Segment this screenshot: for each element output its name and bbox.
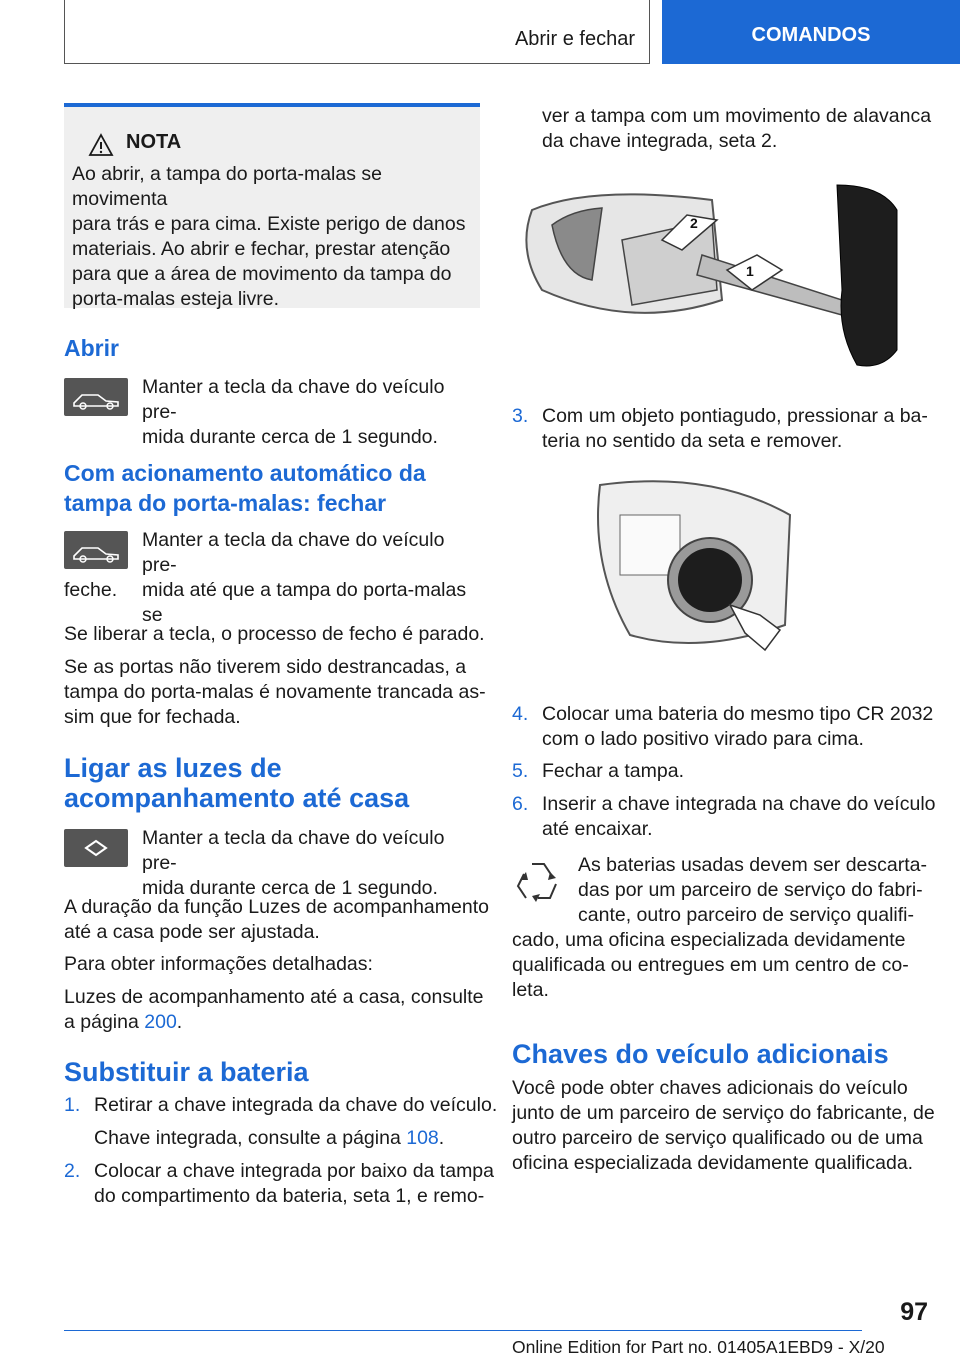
step-line: teria no sentido da seta e remover.	[542, 430, 843, 452]
luzes-key-text	[142, 826, 482, 901]
abrir-text	[142, 375, 482, 450]
footer-edition: Online Edition for Part no. 01405A1EBD9 - X/20	[512, 1337, 885, 1357]
adicionais-text	[512, 1076, 935, 1176]
fechar-line: Manter a tecla da chave do veículo pre-	[142, 529, 445, 576]
recycle-line: qualificada ou entregues em um centro de co-	[512, 954, 909, 976]
step-line: Inserir a chave integrada na chave do veículo	[542, 793, 936, 815]
heading-fechar-line: tampa do porta-malas: fechar	[64, 490, 387, 516]
step-number: 3.	[512, 405, 529, 427]
fechar-line: Se as portas não tiverem sido destrancadas, a	[64, 656, 467, 678]
recycle-icon	[512, 858, 564, 908]
fechar-paragraph	[64, 655, 486, 730]
step-line: Colocar uma bateria do mesmo tipo CR 2032	[542, 703, 934, 725]
light-key-icon	[64, 829, 128, 867]
fechar-line: mida até que a tampa do porta-malas se	[142, 579, 467, 626]
battery-compartment-illustration	[590, 475, 815, 675]
heading-adicionais: Chaves do veículo adicionais	[512, 1039, 889, 1069]
step-line: com o lado positivo virado para cima.	[542, 728, 864, 750]
note-line: para trás e para cima. Existe perigo de danos	[72, 213, 466, 235]
heading-luzes-line: Ligar as luzes de	[64, 753, 282, 783]
step-text-part: .	[438, 1127, 445, 1149]
recycle-line: leta.	[512, 979, 549, 1001]
heading-abrir: Abrir	[64, 335, 119, 361]
note-line: materiais. Ao abrir e fechar, prestar atenção	[72, 238, 451, 260]
step-line: até encaixar.	[542, 818, 653, 840]
luzes-paragraph: Para obter informações detalhadas:	[64, 953, 373, 975]
luzes-line: até a casa pode ser ajustada.	[64, 921, 320, 943]
warning-icon	[88, 133, 114, 157]
step-line: Colocar a chave integrada por baixo da tampa	[94, 1160, 494, 1182]
recycle-text	[578, 853, 928, 928]
recycle-line: As baterias usadas devem ser descarta-	[578, 854, 928, 876]
step-text	[94, 1126, 444, 1151]
adicionais-line: oficina especializada devidamente qualificada.	[512, 1152, 914, 1174]
adicionais-line: outro parceiro de serviço qualificado ou de uma	[512, 1127, 923, 1149]
trunk-key-icon	[64, 378, 128, 416]
luzes-paragraph	[64, 895, 489, 945]
note-title: NOTA	[126, 131, 182, 153]
step-line: ver a tampa com um movimento de alavanca	[542, 105, 932, 127]
fechar-line: tampa do porta-malas é novamente trancada as-	[64, 681, 486, 703]
step-number: 1.	[64, 1094, 81, 1116]
heading-bateria: Substituir a bateria	[64, 1057, 309, 1087]
abrir-line: mida durante cerca de 1 segundo.	[142, 426, 438, 448]
header-section-title: Abrir e fechar	[514, 28, 635, 50]
page-link-108[interactable]: 108	[406, 1127, 439, 1149]
luzes-line: A duração da função Luzes de acompanhamento	[64, 896, 489, 918]
note-box	[64, 103, 480, 308]
recycle-line: cante, outro parceiro de serviço qualifi-	[578, 904, 915, 926]
step-number: 4.	[512, 703, 529, 725]
note-line: para que a área de movimento da tampa do	[72, 263, 452, 285]
step-text	[542, 702, 933, 752]
integrated-key-illustration	[512, 180, 912, 380]
luzes-text: a página	[64, 1011, 145, 1033]
heading-fechar-line: Com acionamento automático da	[64, 460, 426, 486]
fechar-paragraph: Se liberar a tecla, o processo de fecho é parado.	[64, 623, 485, 645]
luzes-line: mida durante cerca de 1 segundo.	[142, 877, 438, 899]
arrow-2-label: 2	[690, 215, 698, 231]
luzes-paragraph	[64, 985, 484, 1035]
fechar-key-text	[142, 528, 482, 628]
heading-luzes-line: acompanhamento até casa	[64, 783, 410, 813]
recycle-text	[512, 928, 909, 1003]
arrow-1-label: 1	[746, 263, 754, 279]
luzes-line	[64, 1010, 484, 1035]
step-text-part: Chave integrada, consulte a página	[94, 1127, 407, 1149]
adicionais-line: junto de um parceiro de serviço do fabricante, de	[512, 1102, 935, 1124]
note-line: porta-malas esteja livre.	[72, 288, 279, 310]
step-text: Fechar a tampa.	[542, 760, 684, 782]
page-link-200[interactable]: 200	[144, 1011, 177, 1033]
recycle-line: das por um parceiro de serviço do fabri-	[578, 879, 923, 901]
adicionais-line: Você pode obter chaves adicionais do veículo	[512, 1077, 908, 1099]
step-text: Retirar a chave integrada da chave do veículo.	[94, 1094, 498, 1116]
heading-luzes	[64, 753, 409, 813]
header-tab-comandos[interactable]: COMANDOS	[662, 0, 960, 64]
fechar-line: sim que for fechada.	[64, 706, 241, 728]
luzes-text: .	[176, 1011, 183, 1033]
luzes-line: Luzes de acompanhamento até a casa, consulte	[64, 986, 484, 1008]
luzes-line: Manter a tecla da chave do veículo pre-	[142, 827, 445, 874]
step-line: da chave integrada, seta 2.	[542, 130, 778, 152]
note-line: Ao abrir, a tampa do porta-malas se movimenta	[72, 163, 382, 210]
step-number: 2.	[64, 1160, 81, 1182]
trunk-key-icon	[64, 531, 128, 569]
step-number: 6.	[512, 793, 529, 815]
step-text	[542, 792, 936, 842]
footer-rule	[64, 1330, 862, 1331]
step-number: 5.	[512, 760, 529, 782]
step-text	[94, 1159, 494, 1209]
fechar-line: feche.	[64, 579, 118, 601]
step-text	[542, 104, 931, 154]
abrir-line: Manter a tecla da chave do veículo pre-	[142, 376, 445, 423]
step-text	[542, 404, 928, 454]
heading-fechar	[64, 458, 426, 518]
step-line: do compartimento da bateria, seta 1, e remo-	[94, 1185, 485, 1207]
recycle-line: cado, uma oficina especializada devidamente	[512, 929, 906, 951]
step-line: Com um objeto pontiagudo, pressionar a ba-	[542, 405, 928, 427]
page-number: 97	[900, 1298, 928, 1326]
